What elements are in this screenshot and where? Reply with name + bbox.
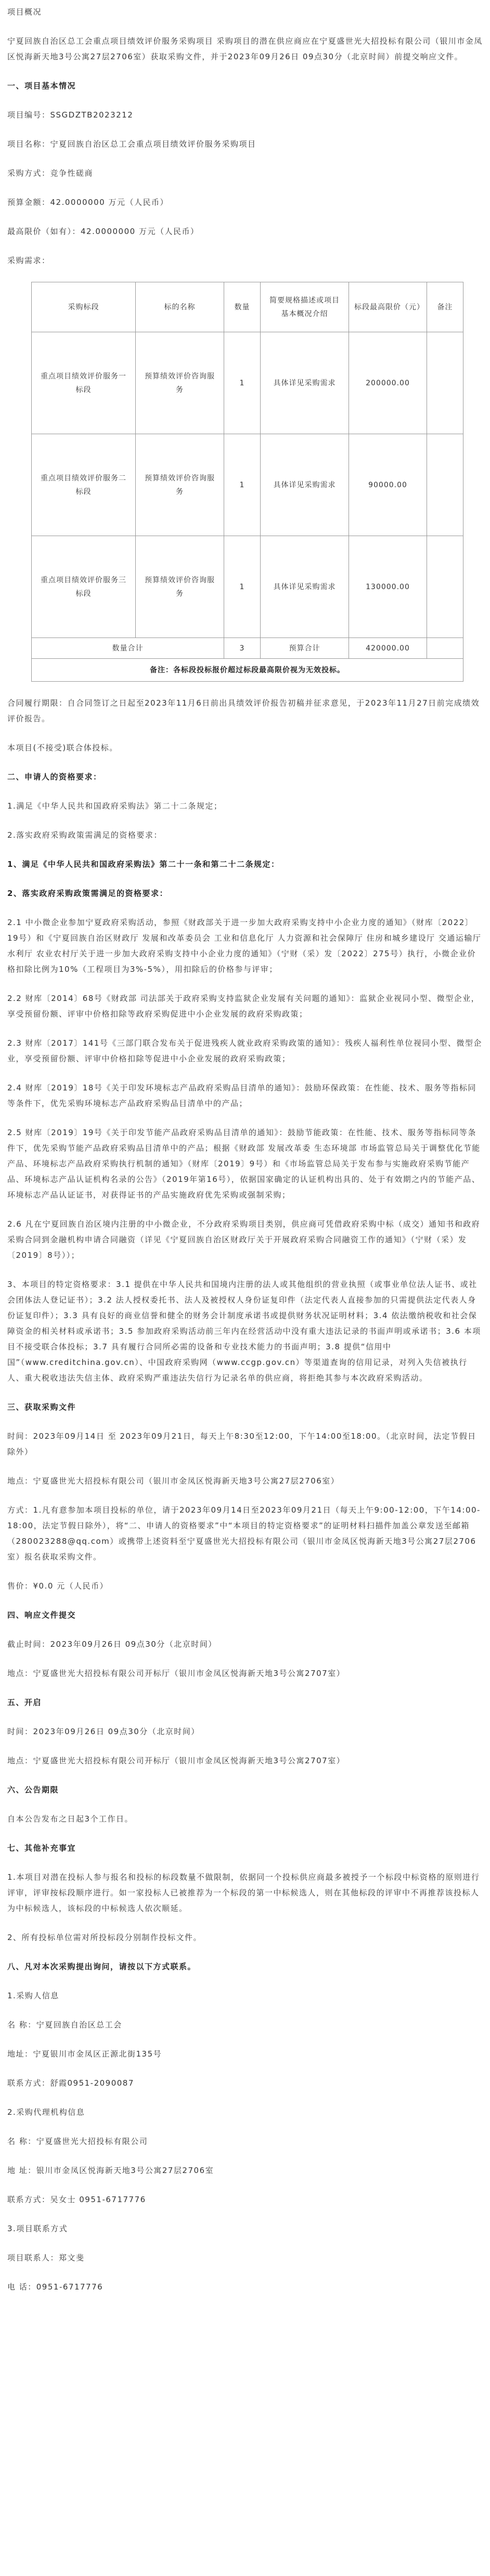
purchaser-title: 1.采购人信息 <box>7 1991 59 2000</box>
budget-amount-label: 预算金额： <box>7 198 50 207</box>
section-obtain-heading: 三、获取采购文件 <box>7 1402 76 1412</box>
obtain-time: 时间：2023年09月14日 至 2023年09月21日，每天上午8:30至12:00，下午14:00至18:00。（北京时间，法定节假日除外） <box>7 1432 476 1456</box>
total-remark <box>427 638 463 659</box>
cell-remark <box>427 434 463 536</box>
total-budget: 420000.00 <box>349 638 427 659</box>
budget-amount <box>7 194 483 210</box>
cell-description: 具体详见采购需求 <box>261 434 349 536</box>
obtain-place: 地点：宁夏盛世光大招投标有限公司（银川市金凤区悦海新天地3号公寓27层2706室） <box>7 1476 340 1486</box>
submission-deadline: 截止时间：2023年09月26日 09点30分（北京时间） <box>7 1640 217 1649</box>
qualification-item-1: 1.满足《中华人民共和国政府采购法》第二十二条规定； <box>7 801 223 811</box>
project-number <box>7 107 483 123</box>
header-remark: 备注 <box>427 282 463 332</box>
total-quantity: 3 <box>224 638 261 659</box>
requirements-table <box>31 282 463 682</box>
other-item-1: 1.本项目对潜在投标人参与报名和投标的标段数量不做限制，依据同一个投标供应商最多被授予一个标段中标资格的原则进行评审，评审按标段顺序进行。如一家投标人已被推荐为一个标段的第一中标候选人，则在其他标段的评审中不再推荐该投标人为中标候选人，该标段的中标候选人依次顺延。 <box>7 1872 480 1913</box>
table-row <box>32 332 463 434</box>
policy-item: 2.4 财库〔2019〕18号《关于印发环境标志产品政府采购品目清单的通知》：鼓励环保政策：在性能、技术、服务等指标同等条件下，优先采购环境标志产品政府采购品目清单中的产品； <box>7 1083 476 1108</box>
project-contact-person: 项目联系人：郑文斐 <box>7 2253 85 2262</box>
cell-lot: 重点项目绩效评价服务三标段 <box>32 536 136 638</box>
agency-address: 地 址：银川市金凤区悦海新天地3号公寓27层2706室 <box>7 2166 214 2175</box>
cell-quantity: 1 <box>224 332 261 434</box>
policy-item: 2.2 财库〔2014〕68号《财政部 司法部关于政府采购支持监狱企业发展有关问题的通知》：监狱企业视同小型、微型企业，享受预留份额、评审中价格扣除等政府采购促进中小企业发展的政府采购政策； <box>7 994 480 1019</box>
cell-lot: 重点项目绩效评价服务二标段 <box>32 434 136 536</box>
opening-place: 地点：宁夏盛世光大招投标有限公司开标厅（银川市金凤区悦海新天地3号公寓2707室） <box>7 1756 345 1765</box>
project-name-value: 宁夏回族自治区总工会重点项目绩效评价服务采购项目 <box>50 139 256 149</box>
requirements-label: 采购需求： <box>7 256 50 265</box>
cell-quantity: 1 <box>224 434 261 536</box>
table-row <box>32 434 463 536</box>
cell-description: 具体详见采购需求 <box>261 536 349 638</box>
policy-item: 2.5 财库〔2019〕19号《关于印发节能产品政府采购品目清单的通知》：鼓励节能政策：在性能、技术、服务等指标同等条件下，优先采购节能产品政府采购品目清单中的产品；根据《财政部 发展改革委 生态环境部 市场监管总局关于调整优化节能产品、环境标志产品政府采购执行机制的通知》（财库〔2019〕9号）和《市场监管总局关于发布参与实施政府采购节能产品、环境标志产品认证机构名录的公告》（2019年第16号），依据国家确定的认证机构出具的、处于有效期之内的节能产品、环境标志产品认证证书，对获得证书的产品实施政府优先采购或强制采购； <box>7 1128 481 1200</box>
overview-intro: 宁夏回族自治区总工会重点项目绩效评价服务采购项目 采购项目的潜在供应商应在宁夏盛世光大招投标有限公司（银川市金凤区悦海新天地3号公寓27层2706室）获取采购文件，并于2023年09月26日 09点30分（北京时间）前提交响应文件。 <box>7 36 483 61</box>
cell-max-price: 130000.00 <box>349 536 427 638</box>
specific-qualifications: 3、本项目的特定资格要求：3.1 提供在中华人民共和国境内注册的法人或其他组织的营业执照（或事业单位法人证书、或社会团体法人登记证书）；3.2 法人授权委托书、法人及被授权人身份证复印件（法定代表人直接参加的只需提供法定代表人身份证复印件）；3.3 具有良好的商业信誉和健全的财务会计制度承诺书或提供财务状况证明材料；3.4 依法缴纳税收和社会保障资金的相关材料或承诺书；3.5 参加政府采购活动前三年内在经营活动中没有重大违法记录的书面声明或承诺书；3.6 本项目不接受联合体投标；3.7 具有履行合同所必需的设备和专业技术能力的书面声明；3.8 提供“信用中国”（www.creditchina.gov.cn）、中国政府采购网（www.ccgp.gov.cn）等渠道查询的信用记录，对列入失信被执行人、重大税收违法失信主体、政府采购严重违法失信行为记录名单的供应商，将拒绝其参与本次政府采购活动。 <box>7 1280 481 1383</box>
agency-phone: 联系方式：吴女士 0951-6717776 <box>7 2195 146 2204</box>
max-price <box>7 224 483 239</box>
purchaser-phone: 联系方式：舒霞0951-2090087 <box>7 2078 134 2088</box>
table-note: 备注：各标段投标报价超过标段最高限价视为无效投标。 <box>32 659 463 682</box>
project-name <box>7 136 483 152</box>
cell-remark <box>427 332 463 434</box>
header-description: 简要规格描述或项目基本概况介绍 <box>261 282 349 332</box>
cell-item-name: 预算绩效评价咨询服务 <box>136 332 224 434</box>
project-contact-title: 3.项目联系方式 <box>7 2224 68 2233</box>
section-basic-heading: 一、项目基本情况 <box>7 81 76 90</box>
cell-item-name: 预算绩效评价咨询服务 <box>136 434 224 536</box>
table-row <box>32 536 463 638</box>
procurement-method-label: 采购方式： <box>7 168 50 178</box>
header-max-price: 标段最高限价（元） <box>349 282 427 332</box>
overview-title: 项目概况 <box>7 7 42 17</box>
budget-amount-value: 42.0000000 万元（人民币） <box>50 198 169 207</box>
max-price-value: 42.0000000 万元（人民币） <box>81 227 199 236</box>
purchaser-name: 名 称：宁夏回族自治区总工会 <box>7 2020 122 2029</box>
consortium-statement: 本项目(不接受)联合体投标。 <box>7 743 118 752</box>
header-quantity: 数量 <box>224 282 261 332</box>
section-other-heading: 七、其他补充事宜 <box>7 1843 76 1853</box>
qualification-detail-heading-2: 2、落实政府采购政策需满足的资格要求： <box>7 889 168 898</box>
cell-description: 具体详见采购需求 <box>261 332 349 434</box>
project-number-label: 项目编号： <box>7 110 50 120</box>
qualification-item-2: 2.落实政府采购政策需满足的资格要求： <box>7 830 162 840</box>
purchaser-address: 地址：宁夏银川市金凤区正源北街135号 <box>7 2049 162 2059</box>
procurement-method <box>7 165 483 181</box>
project-name-label: 项目名称： <box>7 139 50 149</box>
section-notice-period-heading: 六、公告期限 <box>7 1785 59 1794</box>
table-total-row <box>32 638 463 659</box>
section-opening-heading: 五、开启 <box>7 1698 42 1707</box>
document-price: 售价：¥0.0 元（人民币） <box>7 1581 109 1591</box>
qualification-detail-heading-1: 1、满足《中华人民共和国政府采购法》第二十一条和第二十二条规定： <box>7 860 280 869</box>
total-quantity-label: 数量合计 <box>32 638 224 659</box>
policy-item: 2.1 中小微企业参加宁夏政府采购活动，参照《财政部关于进一步加大政府采购支持中小企业力度的通知》（财库〔2022〕19号）和《宁夏回族自治区财政厅 发展和改革委员会 工业和信息化厅 人力资源和社会保障厅 住房和城乡建设厅 交通运输厅 水利厅 农业农村厅关于进一步加大政府采购支持中小企业力度的通知》（宁财（采）发〔2022〕275号）执行，小微企业价格扣除比例为10%（工程项目为3%-5%），用扣除后的价格参与评审； <box>7 918 482 974</box>
project-contact-phone: 电 话：0951-6717776 <box>7 2282 104 2292</box>
table-note-row <box>32 659 463 682</box>
cell-lot: 重点项目绩效评价服务一标段 <box>32 332 136 434</box>
notice-period-text: 自本公告发布之日起3个工作日。 <box>7 1814 134 1824</box>
policy-item: 2.6 凡在宁夏回族自治区境内注册的中小微企业，不分政府采购项目类别，供应商可凭借政府采购中标（成交）通知书和政府采购合同到金融机构申请合同融资（详见《宁夏回族自治区财政厅关于开展政府采购合同融资工作的通知》（宁财（采）发〔2019〕8号））； <box>7 1219 481 1260</box>
table-header-row <box>32 282 463 332</box>
policy-item: 2.3 财库〔2017〕141号《三部门联合发布关于促进残疾人就业政府采购政策的通知》：残疾人福利性单位视同小型、微型企业，享受预留份额、评审中价格扣除等促进中小企业发展的政府采购政策； <box>7 1038 482 1063</box>
cell-max-price: 200000.00 <box>349 332 427 434</box>
project-number-value: SSGDZTB2023212 <box>50 110 134 120</box>
cell-max-price: 90000.00 <box>349 434 427 536</box>
max-price-label: 最高限价（如有）： <box>7 227 81 236</box>
cell-remark <box>427 536 463 638</box>
cell-quantity: 1 <box>224 536 261 638</box>
agency-title: 2.采购代理机构信息 <box>7 2107 85 2117</box>
agency-name: 名 称：宁夏盛世光大招投标有限公司 <box>7 2137 148 2146</box>
procurement-method-value: 竞争性磋商 <box>50 168 94 178</box>
cell-item-name: 预算绩效评价咨询服务 <box>136 536 224 638</box>
obtain-method: 方式：1.凡有意参加本项目投标的单位，请于2023年09月14日至2023年09月21日（每天上午9:00-12:00，下午14:00-18:00，法定节假日除外），将“二、申请人的资格要求”中“本项目的特定资格要求”的证明材料扫描件加盖公章发送至邮箱（280023288@qq.com）或携带上述资料至宁夏盛世光大招投标有限公司（银川市金凤区悦海新天地3号公寓27层2706室）报名获取采购文件。 <box>7 1505 481 1562</box>
section-contact-heading: 八、凡对本次采购提出询问，请按以下方式联系。 <box>7 1962 197 1971</box>
opening-time: 时间：2023年09月26日 09点30分（北京时间） <box>7 1727 200 1736</box>
header-lot: 采购标段 <box>32 282 136 332</box>
contract-period: 合同履行期限：自合同签订之日起至2023年11月6日前出具绩效评价报告初稿并征求意见，于2023年11月27日前完成绩效评价报告。 <box>7 698 480 723</box>
section-qualifications-heading: 二、申请人的资格要求： <box>7 772 102 782</box>
header-item-name: 标的名称 <box>136 282 224 332</box>
submission-place: 地点：宁夏盛世光大招投标有限公司开标厅（银川市金凤区悦海新天地3号公寓2707室） <box>7 1669 345 1678</box>
section-submission-heading: 四、响应文件提交 <box>7 1610 76 1620</box>
other-item-2: 2、所有投标单位需对所投标段分别制作投标文件。 <box>7 1933 202 1942</box>
total-budget-label: 预算合计 <box>261 638 349 659</box>
